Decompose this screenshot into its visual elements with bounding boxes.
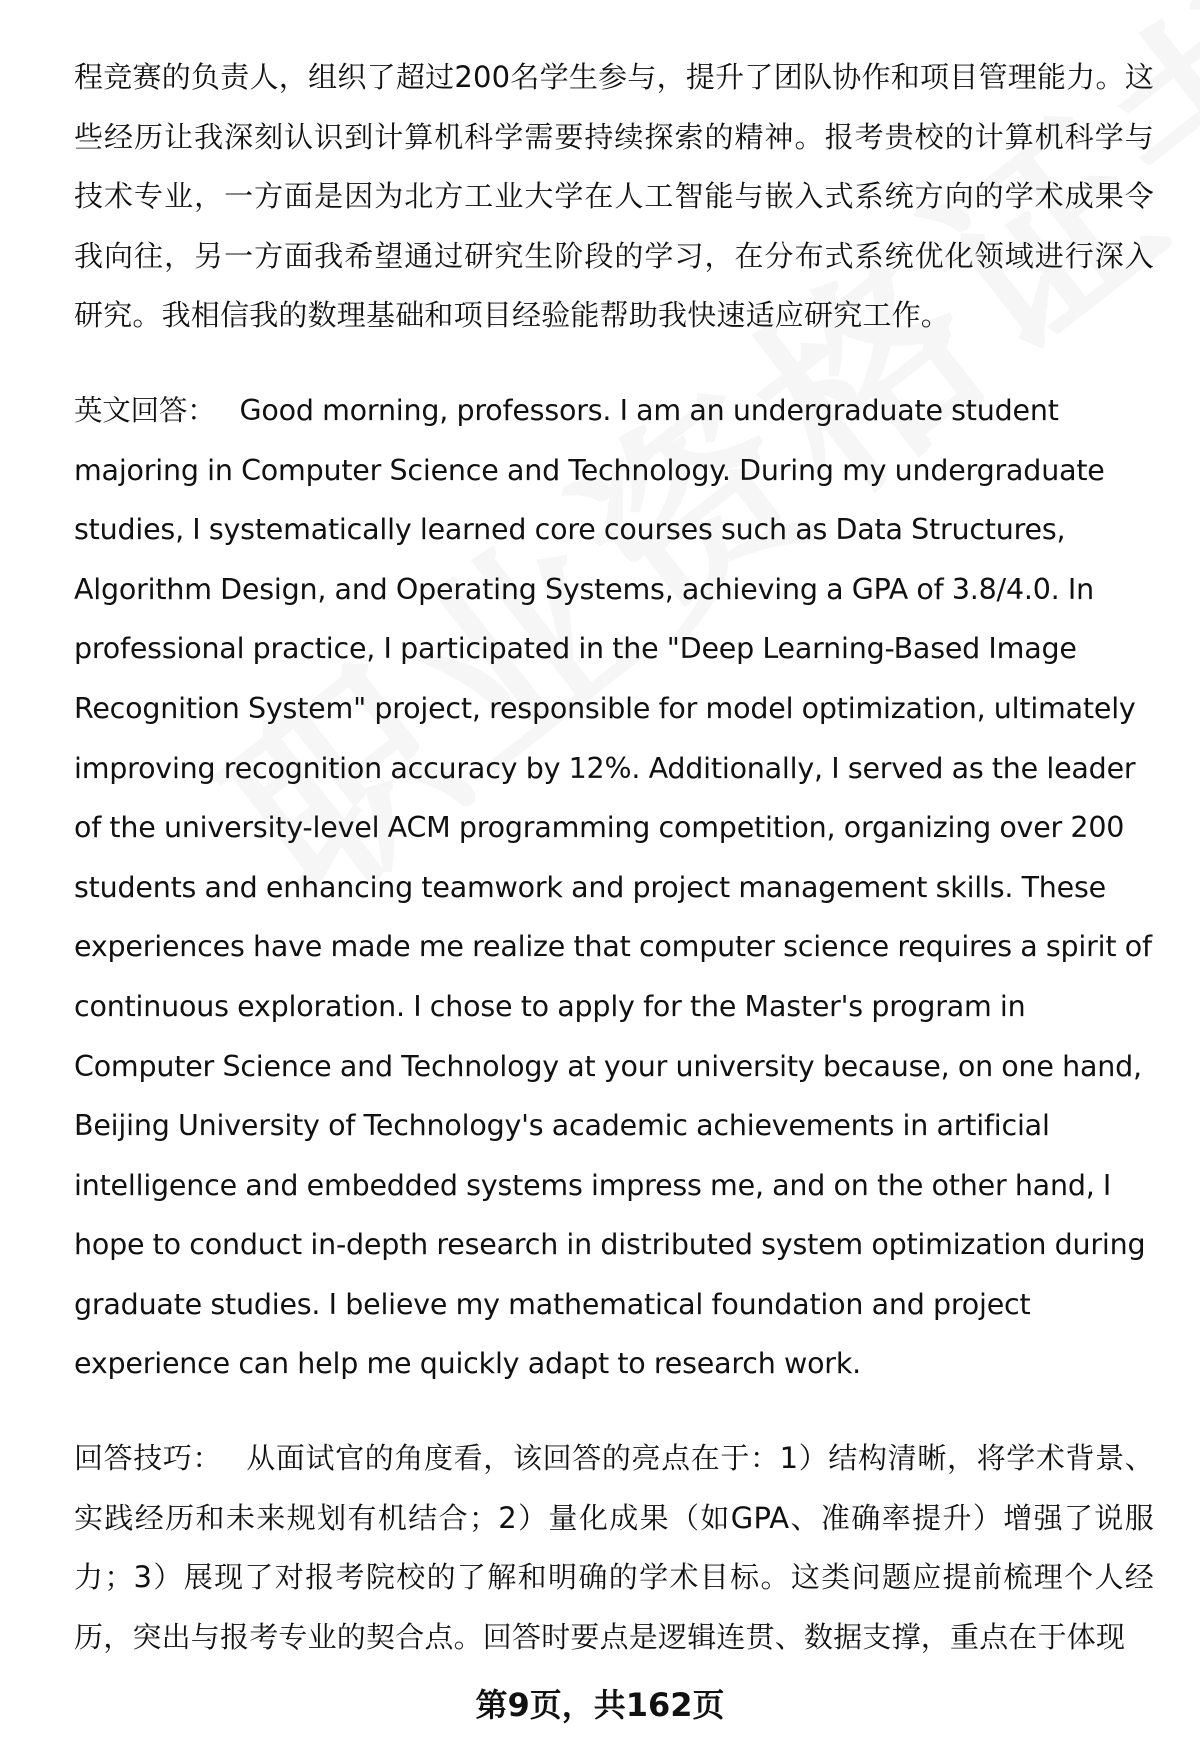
paragraph-gap [74, 1394, 1154, 1429]
paragraph-gap [74, 346, 1154, 381]
tips-label: 回答技巧： [74, 1441, 223, 1476]
tips-paragraph [74, 1429, 1154, 1667]
intro-paragraph: 程竞赛的负责人，组织了超过200名学生参与，提升了团队协作和项目管理能力。这些经历让我深刻认识到计算机科学需要持续探索的精神。报考贵校的计算机科学与技术专业，一方面是因为北方工业大学在人工智能与嵌入式系统方向的学术成果令我向往，另一方面我希望通过研究生阶段的学习，在分布式系统优化领域进行深入研究。我相信我的数理基础和项目经验能帮助我快速适应研究工作。 [74, 60, 1154, 333]
page-number-footer: 第9页，共162页 [475, 1686, 725, 1724]
tips-text: 从面试官的角度看，该回答的亮点在于：1）结构清晰，将学术背景、实践经历和未来规划有机结合；2）量化成果（如GPA、准确率提升）增强了说服力；3）展现了对报考院校的了解和明确的学术目标。这类问题应提前梳理个人经历，突出与报考专业的契合点。回答时要点是逻辑连贯、数据支撑，重点在于体现 [74, 1441, 1154, 1654]
english-answer-text: Good morning, professors. I am an undergraduate student majoring in Computer Science and Technology. During my undergraduate studies, I systematically learned core courses such as Data Structures, Algorithm Design, and Operating Systems, achieving a GPA of 3.8/4.0. In professional practice, I participated in the "Deep Learning-Based Image Recognition System" project, responsible for model optimization, ultimately improving recognition accuracy by 12%. Additionally, I served as the leader of the university-level ACM programming competition, organizing over 200 students and enhancing teamwork and project management skills. These experiences have made me realize that computer science requires a spirit of continuous exploration. I chose to apply for the Master's program in Computer Science and Technology at your university because, on one hand, Beijing University of Technology's academic achievements in artificial intelligence and embedded systems impress me, and on the other hand, I hope to conduct in-depth research in distributed system optimization during graduate studies. I believe my mathematical foundation and project experience can help me quickly adapt to research work. [74, 393, 1152, 1381]
english-answer-paragraph [74, 381, 1154, 1394]
document-page [74, 48, 1154, 1667]
english-answer-label: 英文回答： [74, 393, 216, 427]
